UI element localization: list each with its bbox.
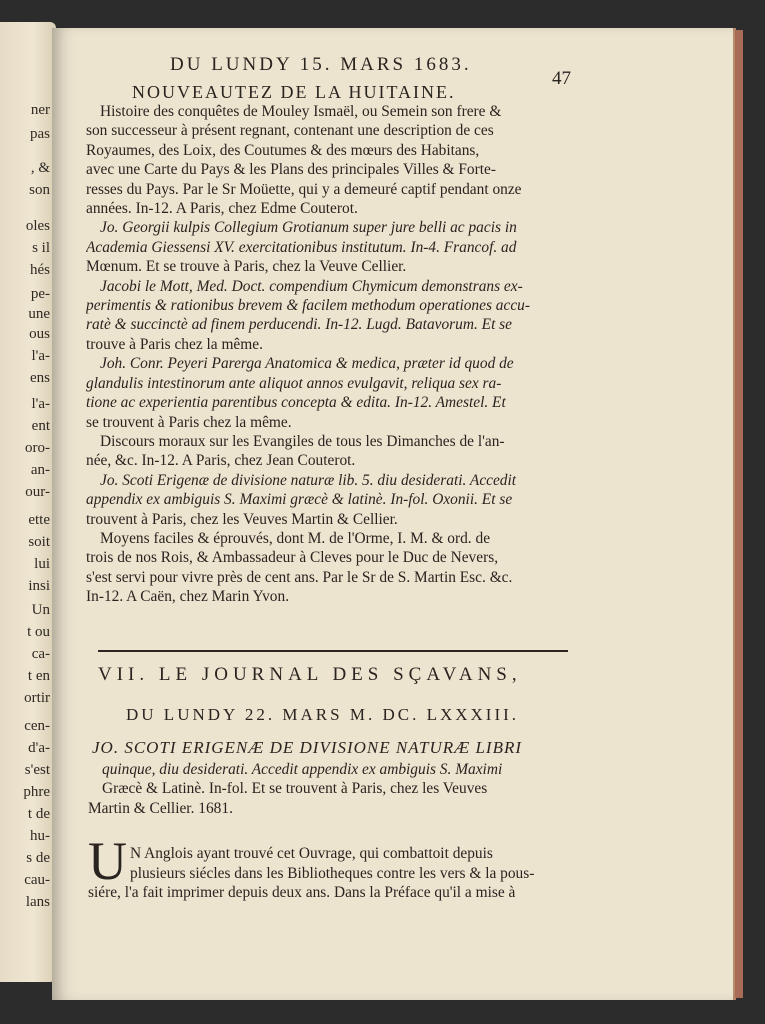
text-line: Mœnum. Et se trouve à Paris, chez la Veuve Cellier. (86, 258, 407, 276)
text-line: trouvent à Paris, chez les Veuves Martin & Cellier. (86, 510, 398, 528)
page-edge-shading (735, 30, 743, 998)
left-page-fragment: pe- (30, 286, 50, 302)
text-line: Histoire des conquêtes de Mouley Ismaël, ou Semein son frere & (100, 103, 502, 120)
left-page-fragment: ous (29, 326, 50, 342)
left-page-fragment: ette (28, 512, 50, 528)
left-page-fragment: hés (30, 262, 50, 278)
text-line: tione ac experientia parentibus concepta & edita. In-12. Amestel. Et (86, 394, 506, 412)
left-page-fragment: d'a- (28, 740, 50, 756)
text-line: avec une Carte du Pays & les Plans des principales Villes & Forte- (86, 161, 496, 179)
text-line: Jo. Georgii kulpis Collegium Grotianum super jure belli ac pacis in (100, 219, 517, 237)
left-page-fragment: insi (28, 578, 50, 594)
text-line: Græcè & Latinè. In-fol. Et se trouvent à Paris, chez les Veuves (102, 780, 488, 798)
left-page-fragment: , & (30, 160, 50, 176)
text-line: Royaumes, des Loix, des Coutumes & des mœurs des Habitans, (86, 141, 480, 159)
left-page-fragment: t de (27, 806, 50, 822)
text-line: quinque, diu desiderati. Accedit appendix ex ambiguis S. Maximi (102, 761, 503, 778)
section-title: NOUVEAUTEZ DE LA HUITAINE. (132, 82, 456, 102)
journal-title: VII. LE JOURNAL DES SÇAVANS, (98, 664, 522, 685)
left-page-fragment: phre (23, 784, 50, 800)
text-line: ratè & succinctè ad finem perducendi. In-12. Lugd. Batavorum. Et se (86, 316, 513, 334)
book-listings (86, 102, 586, 607)
section-divider (98, 650, 568, 652)
text-line: s'est servi pour vivre près de cent ans. Par le Sr de S. Martin Esc. &c. (86, 568, 513, 586)
text-line: appendix ex ambiguis S. Maximi græcè & latinè. In-fol. Oxonii. Et se (86, 491, 513, 509)
text-line: années. In-12. A Paris, chez Edme Couterot. (86, 200, 358, 218)
left-page-fragment: ent (31, 418, 50, 434)
left-page-edge (0, 22, 56, 982)
left-page-fragment: ca- (31, 646, 50, 662)
text-line: trois de nos Rois, & Ambassadeur à Cleves pour le Duc de Nevers, (86, 549, 499, 567)
left-page-fragment: s de (26, 850, 50, 866)
left-page-fragment: lui (34, 556, 50, 572)
journal-date: DU LUNDY 22. MARS M. DC. LXXXIII. (126, 705, 520, 724)
left-page-fragment: s il (32, 240, 50, 256)
text-line: siére, l'a fait imprimer depuis deux ans. Dans la Préface qu'il a mise à (88, 884, 516, 902)
left-page-fragment: lans (25, 894, 50, 910)
text-line: Academia Giessensi XV. exercitationibus institutum. In-4. Francof. ad (86, 238, 517, 256)
left-page-fragment: oles (25, 218, 50, 234)
left-page-fragment: l'a- (31, 396, 50, 412)
text-line: trouve à Paris chez la même. (86, 335, 263, 353)
running-head: DU LUNDY 15. MARS 1683. (170, 54, 472, 75)
text-line: son successeur à présent regnant, contenant une description de ces (86, 122, 494, 140)
reviewed-book-title: JO. SCOTI ERIGENÆ DE DIVISIONE NATURÆ LIBRI (92, 738, 523, 757)
left-page-fragment: hu- (30, 828, 50, 844)
text-line: Jacobi le Mott, Med. Doct. compendium Chymicum demonstrans ex- (100, 277, 523, 295)
text-line: glandulis intestinorum ante aliquot annos evulgavit, reliqua sex ra- (86, 374, 502, 392)
left-page-fragment: t en (27, 668, 50, 684)
left-page-fragment: cen- (24, 718, 50, 734)
text-line: se trouvent à Paris chez la même. (86, 413, 292, 431)
text-line: Moyens faciles & éprouvés, dont M. de l'Orme, I. M. & ord. de (100, 529, 491, 547)
text-line: Joh. Conr. Peyeri Parerga Anatomica & medica, præter id quod de (100, 355, 514, 373)
text-line: née, &c. In-12. A Paris, chez Jean Couterot. (86, 452, 356, 470)
left-page-fragment: oro- (25, 440, 50, 456)
left-page-fragment: une (28, 306, 50, 322)
left-page-fragment: an- (30, 462, 50, 478)
text-line: In-12. A Caën, chez Marin Yvon. (86, 588, 290, 606)
article-paragraph (88, 844, 578, 903)
text-line: resses du Pays. Par le Sr Moüette, qui y a demeuré captif pendant onze (86, 180, 522, 198)
left-page-fragment: son (29, 182, 50, 198)
left-page-fragment: ner (30, 102, 50, 118)
text-line: plusieurs siécles dans les Bibliotheques contre les vers & la pous- (130, 864, 535, 882)
left-page-fragment: t ou (27, 624, 50, 640)
left-page-fragment: pas (30, 126, 50, 142)
text-line: Martin & Cellier. 1681. (88, 799, 233, 817)
left-page-fragment: l'a- (31, 348, 50, 364)
left-page-fragment: cau- (24, 872, 50, 888)
text-line: perimentis & rationibus brevem & facilem methodum operationes accu- (86, 297, 530, 315)
left-page-fragment: soit (28, 534, 50, 550)
text-line: N Anglois ayant trouvé cet Ouvrage, qui combattoit depuis (130, 845, 493, 862)
left-page-fragment: ens (30, 370, 50, 386)
text-line: Discours moraux sur les Evangiles de tous les Dimanches de l'an- (100, 432, 505, 450)
left-page-fragment: ortir (24, 690, 50, 706)
text-line: Jo. Scoti Erigenæ de divisione naturæ lib. 5. diu desiderati. Accedit (100, 471, 517, 489)
left-page-fragment: our- (25, 484, 50, 500)
left-page-fragment: s'est (24, 762, 50, 778)
reviewed-book-description (88, 760, 588, 818)
left-page-fragment: Un (31, 602, 50, 618)
drop-cap: U (88, 831, 127, 891)
page-number: 47 (552, 68, 571, 89)
